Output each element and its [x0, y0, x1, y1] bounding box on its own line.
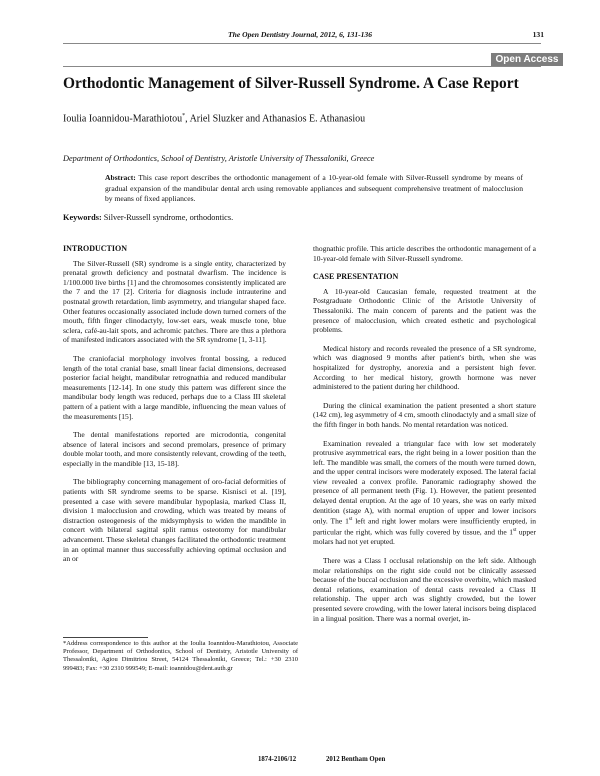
keywords — [63, 213, 233, 222]
text-run: left and right lower molars were insufficiently erupted, in particular the right, which was fully covered by tissue, and the 1 — [313, 516, 536, 537]
footer-publisher: 2012 Bentham Open — [326, 756, 386, 763]
keywords-text: Silver-Russell syndrome, orthodontics. — [101, 213, 234, 222]
abstract-label: Abstract: — [105, 173, 136, 182]
title-rule — [63, 66, 541, 67]
journal-header: The Open Dentistry Journal, 2012, 6, 131-136 — [227, 30, 373, 39]
article-title: Orthodontic Management of Silver-Russell Syndrome. A Case Report — [63, 75, 519, 92]
abstract — [105, 173, 523, 205]
open-access-badge: Open Access — [491, 53, 563, 66]
paragraph: There was a Class I occlusal relationship on the left side. Although molar relationships on the right side could not be clinically assessed because of the buccal occlusion and the excessive overbite, which masked dental relations, examination of dental casts revealed a Class II relationship. The upper arch was slightly crowded, but the lower presented severe crowding, with the lower lateral incisors being displaced in a lingual position. There was a normal overjet, in- — [313, 556, 536, 623]
left-column — [63, 244, 286, 573]
first-author: Ioulia Ioannidou-Marathiotou — [63, 113, 183, 125]
paragraph: The craniofacial morphology involves frontal bossing, a reduced length of the total cranial base, small linear facial dimensions, decreased posterior facial height, mandibular retrognathia and reduced mandibular measurements [12-14]. In one study this pattern was different since the mandibular body length was reduced, perhaps due to a Class III skeletal pattern of a patient with a large mandible, influencing the mean values of the measurements [15]. — [63, 353, 286, 421]
ordinal-suffix: st — [513, 528, 517, 534]
text-run: upper molars had not yet erupted. — [313, 527, 536, 547]
footer-issn: 1874-2106/12 — [258, 756, 297, 763]
other-authors: , Ariel Sluzker and Athanasios E. Athanasiou — [185, 113, 366, 125]
section-heading-introduction: INTRODUCTION — [63, 244, 128, 253]
paragraph: Medical history and records revealed the presence of a SR syndrome, which was diagnosed 9 months after patient's birth, when she was hospitalized for dystrophy, anorexia and a persistent high fever. According to her medical history, growth hormone was never administered to the patient during her childhood. — [313, 343, 536, 392]
correspondence-footnote: *Address correspondence to this author at the Ioulia Ioannidou-Marathiotou, Associate Professor, Department of Orthodontics, School of Dentistry, Aristotle University of Thessaloniki, Agiou Dimitriou Street, 54124 Thessaloniki, Greece; Tel.: +30 2310 999483; Fax: +30 2310 999549; E-mail: ioannidou@dent.auth.gr — [63, 640, 298, 672]
ordinal-suffix: st — [348, 517, 353, 523]
right-column — [313, 244, 536, 632]
paragraph: The dental manifestations reported are microdontia, congenital absence of lateral incisors and second premolars, presence of primary double molar tooth, and more consistently relevant, crowding of the teeth, especially in the mandible [13, 15-18]. — [63, 430, 286, 468]
paragraph: The bibliography concerning management of oro-facial deformities of patients with SR syndrome seems to be sparse. Kisnisci et al. [19], presented a case with severe mandibular hypoplasia, marked Class II, division 1 malocclusion and crowding, which was treated by means of distraction osteogenesis of the midsymphysis to widen the mandible in concert with bilateral sagittal split ramus osteotomy for mandibular advancement. These skeletal changes facilitated the orthodontic treatment in an optimal manner thus successfully achieving optimal occlusion and an or — [63, 477, 286, 564]
paragraph: The Silver-Russell (SR) syndrome is a single entity, characterized by prenatal growth deficiency and postnatal dwarfism. The incidence is 1/100.000 live births [1] and the chromosomes consistently implicated are the 7 and the 17 [2]. Criteria for diagnosis include intrauterine and postnatal growth retardation, limb asymmetry, and triangular shaped face. Other features occasionally associated include down turned corners of the mouth, fifth finger clinodactyly, low-set ears, weak muscle tone, blue sclera, café-au-lait spots, and achromic patches. There are thus a plethora of manifested indicators associated with the SR syndrome [1, 3-11]. — [63, 258, 286, 345]
abstract-text: This case report describes the orthodontic management of a 10-year-old female with Silver-Russell syndrome by means of gradual expansion of the mandibular dental arch using removable appliances and subsequent comprehensive treatment of malocclusion by means of fixed appliances. — [105, 173, 523, 204]
paragraph: A 10-year-old Caucasian female, requested treatment at the Postgraduate Orthodontic Clinic of the Aristotle University of Thessaloniki. The main concern of parents and the patient was the presence of malocclusion, which created esthetic and psychological problems. — [313, 286, 536, 335]
correspondence-mark: * — [182, 113, 186, 119]
keywords-label: Keywords: — [63, 213, 102, 222]
paragraph: During the clinical examination the patient presented a short stature (142 cm), leg asymmetry of 4 cm, smooth clinodactyly and a small size of the fifth finger in both hands. No mental retardation was noticed. — [313, 400, 536, 429]
page-number: 131 — [532, 30, 544, 39]
affiliation: Department of Orthodontics, School of Dentistry, Aristotle University of Thessaloniki, Greece — [63, 154, 375, 163]
author-list — [63, 113, 365, 124]
footnote-rule — [63, 637, 148, 638]
text-run: Examination revealed a triangular face with low set moderately protrusive asymmetrical ears, the right being in a lower position than the left. The mandible was small, the corners of the mouth were turned down, and the upper central incisors were moderately exposed. The lateral facial view revealed a convex profile. Panoramic radiography showed the presence of all permanent teeth (Fig. 1). However, the patient presented delayed dental eruption. At the age of 10 years, she was on early mixed dentition (stage A), with normal eruption of upper and lower incisors only. The 1 — [313, 438, 536, 526]
paragraph: thognathic profile. This article describes the orthodontic management of a 10-year-old female with Silver-Russell syndrome. — [313, 244, 536, 263]
section-heading-case-presentation: CASE PRESENTATION — [313, 272, 399, 282]
header-rule — [63, 43, 541, 44]
paragraph — [313, 439, 536, 548]
